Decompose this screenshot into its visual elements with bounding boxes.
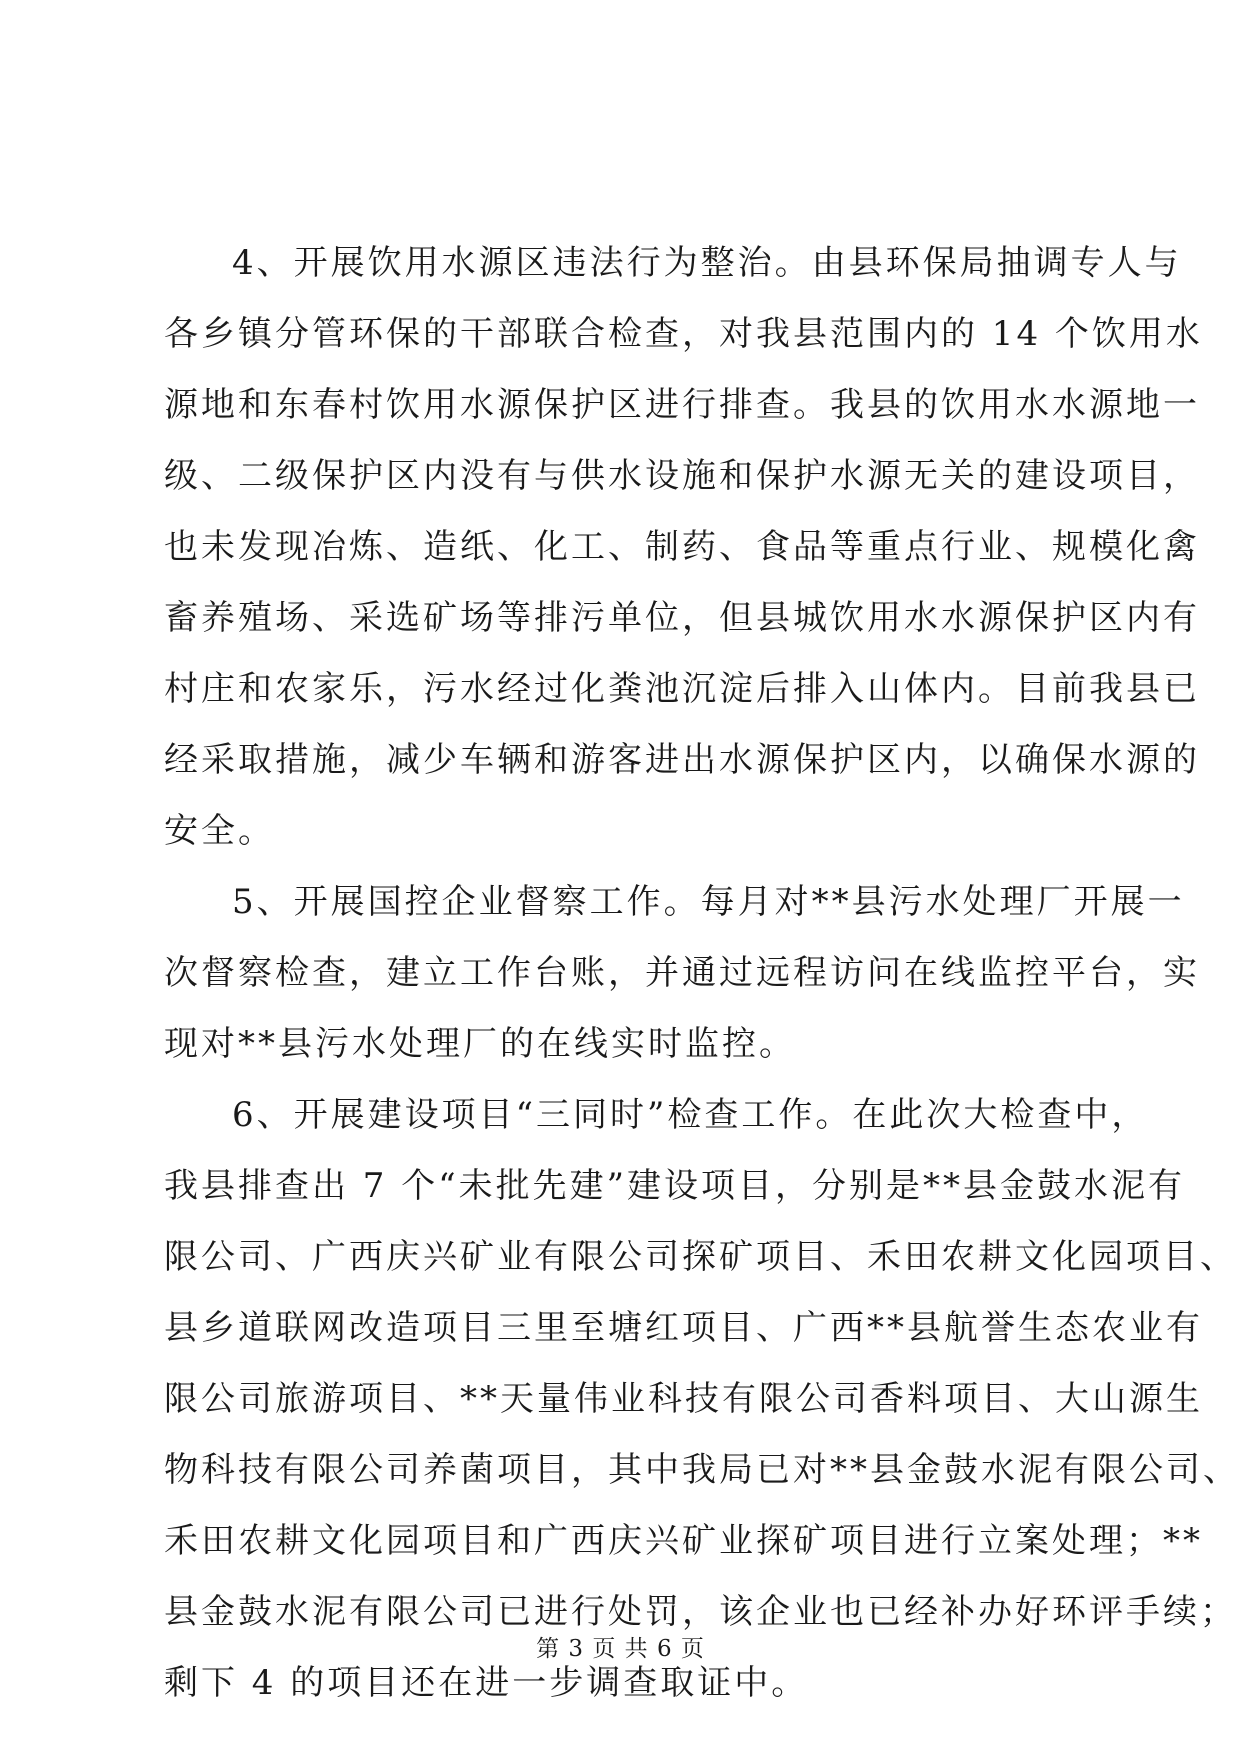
document-body — [164, 228, 1240, 1719]
paragraph-line: 6、开展建设项目“三同时”检查工作。在此次大检查中， — [232, 1095, 1149, 1135]
paragraph-5 — [164, 867, 1200, 1080]
paragraph-line: 经采取措施，减少车辆和游客进出水源保护区内，以确保水源的 — [164, 740, 1200, 780]
paragraph-line: 县乡道联网改造项目三里至塘红项目、广西**县航誉生态农业有 — [164, 1308, 1203, 1348]
paragraph-line: 现对**县污水处理厂的在线实时监控。 — [164, 1024, 796, 1064]
paragraph-line: 4、开展饮用水源区违法行为整治。由县环保局抽调专人与 — [232, 243, 1182, 283]
paragraph-line: 也未发现冶炼、造纸、化工、制药、食品等重点行业、规模化禽 — [164, 527, 1200, 567]
paragraph-line: 禾田农耕文化园项目和广西庆兴矿业探矿项目进行立案处理；** — [164, 1521, 1203, 1561]
paragraph-line: 剩下 4 的项目还在进一步调查取证中。 — [164, 1663, 809, 1703]
paragraph-line: 各乡镇分管环保的干部联合检查，对我县范围内的 14 个饮用水 — [164, 314, 1203, 354]
paragraph-line: 次督察检查，建立工作台账，并通过远程访问在线监控平台，实 — [164, 953, 1200, 993]
paragraph-line: 安全。 — [164, 811, 275, 851]
paragraph-line: 限公司旅游项目、**天量伟业科技有限公司香料项目、大山源生 — [164, 1379, 1203, 1419]
paragraph-line: 源地和东春村饮用水源保护区进行排查。我县的饮用水水源地一 — [164, 385, 1200, 425]
paragraph-6 — [164, 1080, 1240, 1719]
paragraph-4 — [164, 228, 1203, 867]
paragraph-line: 畜养殖场、采选矿场等排污单位，但县城饮用水水源保护区内有 — [164, 598, 1200, 638]
page-number-footer: 第 3 页 共 6 页 — [536, 1636, 705, 1662]
paragraph-line: 县金鼓水泥有限公司已进行处罚，该企业也已经补办好环评手续； — [164, 1592, 1237, 1632]
paragraph-line: 限公司、广西庆兴矿业有限公司探矿项目、禾田农耕文化园项目、 — [164, 1237, 1237, 1277]
paragraph-line: 村庄和农家乐，污水经过化粪池沉淀后排入山体内。目前我县已 — [164, 669, 1200, 709]
paragraph-line: 级、二级保护区内没有与供水设施和保护水源无关的建设项目， — [164, 456, 1200, 496]
paragraph-line: 物科技有限公司养菌项目，其中我局已对**县金鼓水泥有限公司、 — [164, 1450, 1240, 1490]
paragraph-line: 5、开展国控企业督察工作。每月对**县污水处理厂开展一 — [232, 882, 1185, 922]
paragraph-line: 我县排查出 7 个“未批先建”建设项目，分别是**县金鼓水泥有 — [164, 1166, 1186, 1206]
